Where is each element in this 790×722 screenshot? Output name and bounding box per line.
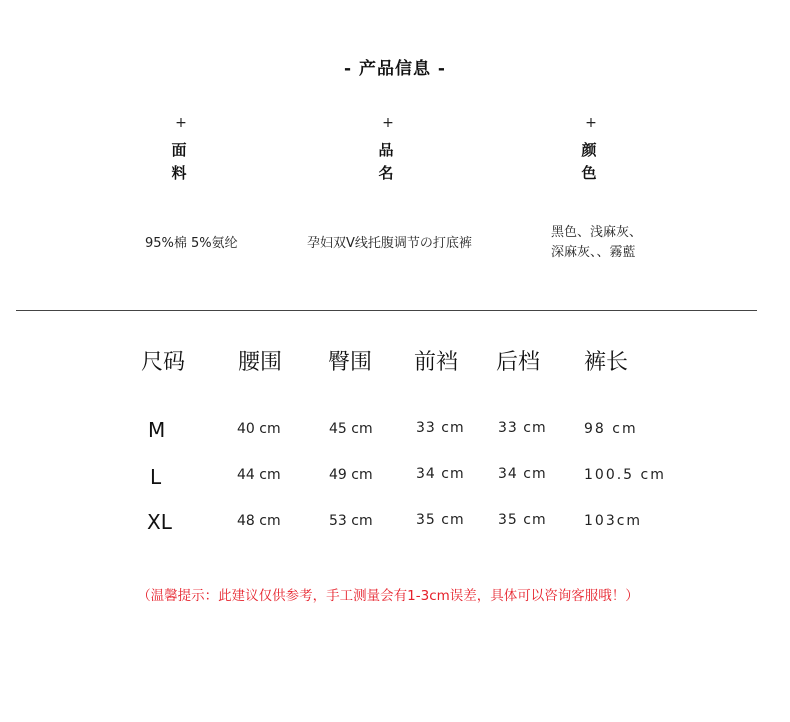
header-hip: 臀围 [328, 350, 373, 375]
table-cell: 35 cm [498, 512, 547, 528]
fabric-label-char-1: 面 [171, 141, 187, 159]
header-size: 尺码 [141, 350, 186, 375]
table-cell: 98 cm [584, 421, 638, 437]
table-cell: 34 cm [416, 466, 465, 482]
table-cell: 34 cm [498, 466, 547, 482]
name-label-char-1: 品 [378, 141, 394, 159]
color-label-char-1: 颜 [581, 141, 597, 159]
table-cell: 49 cm [329, 467, 373, 483]
table-cell: 35 cm [416, 512, 465, 528]
measurement-note: （温馨提示：此建议仅供参考，手工测量会有1-3cm误差，具体可以咨询客服哦！） [137, 588, 639, 604]
plus-icon: + [382, 115, 394, 131]
color-value [551, 223, 642, 263]
color-label-char-2: 色 [581, 164, 597, 182]
plus-icon: + [175, 115, 187, 131]
table-cell: 40 cm [237, 421, 281, 437]
plus-icon: + [585, 115, 597, 131]
header-front-rise: 前裆 [414, 350, 459, 375]
header-back-rise: 后档 [496, 350, 541, 375]
size-label-xl: XL [147, 510, 172, 534]
table-cell: 45 cm [329, 421, 373, 437]
color-value-line-1: 黑色、浅麻灰、 [551, 225, 643, 240]
table-cell: 33 cm [416, 420, 465, 436]
table-cell: 53 cm [329, 513, 373, 529]
table-cell: 100.5 cm [584, 467, 666, 483]
table-cell: 103cm [584, 513, 643, 529]
table-cell: 44 cm [237, 467, 281, 483]
header-length: 裤长 [584, 350, 629, 375]
name-value: 孕妇双V线托腹调节の打底裤 [307, 236, 472, 251]
divider [16, 310, 757, 311]
size-label-l: L [150, 465, 162, 489]
name-label-char-2: 名 [378, 164, 394, 182]
fabric-label [169, 139, 189, 185]
size-label-m: M [148, 418, 166, 442]
table-cell: 33 cm [498, 420, 547, 436]
color-label [579, 139, 599, 185]
header-waist: 腰围 [238, 350, 283, 375]
table-cell: 48 cm [237, 513, 281, 529]
color-value-line-2: 深麻灰、、霧藍 [551, 245, 636, 260]
fabric-label-char-2: 料 [171, 164, 187, 182]
section-title: - 产品信息 - [344, 59, 446, 79]
name-label [376, 139, 396, 185]
fabric-value: 95%棉 5%氨纶 [145, 236, 238, 251]
